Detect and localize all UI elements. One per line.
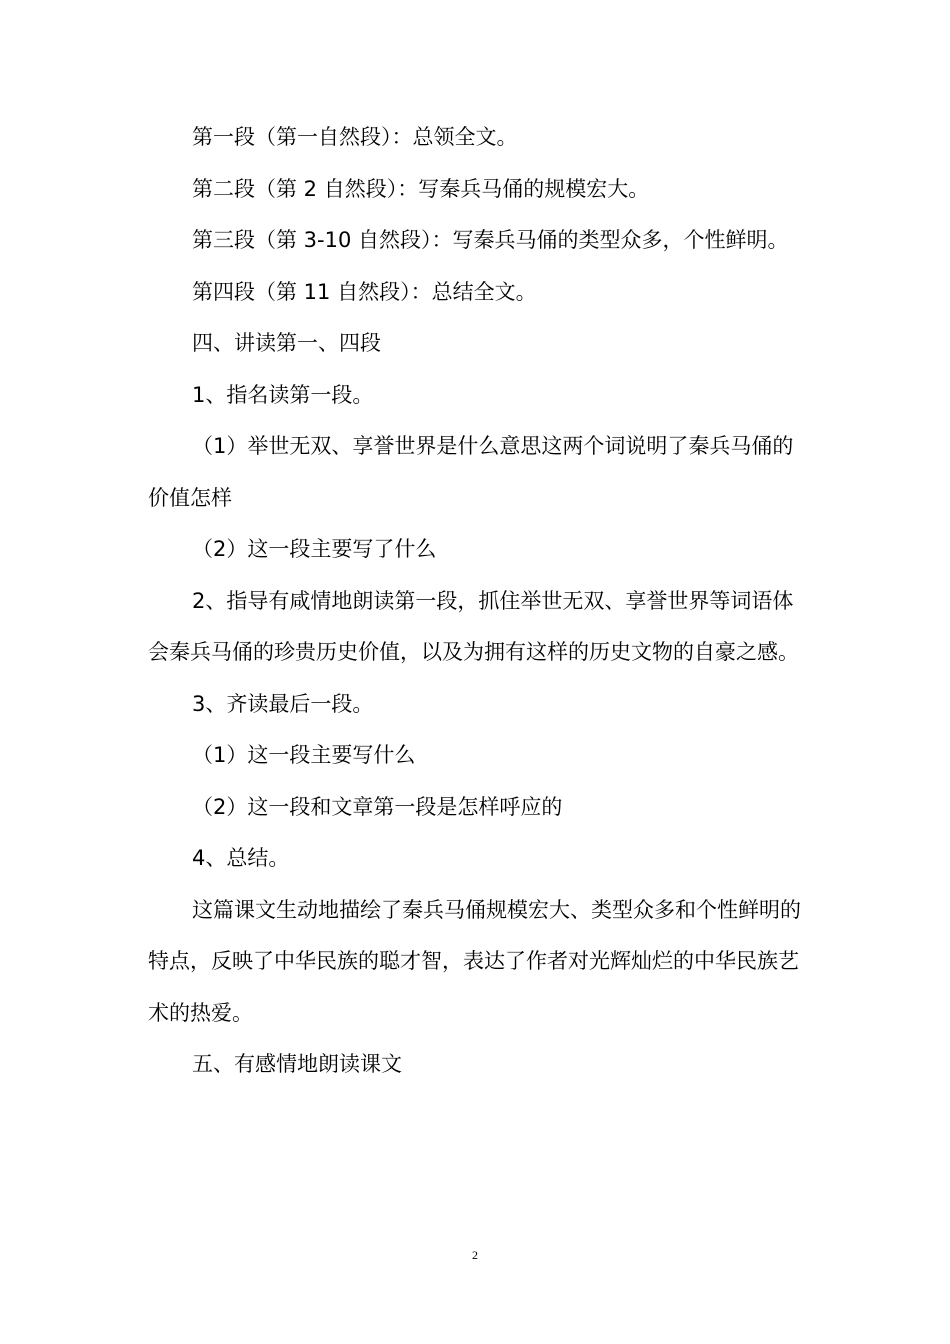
document-body [148,112,803,1091]
list-item-2: 2、指导有咸情地朗读第一段，抓住举世无双、享誉世界等词语体会秦兵马俑的珍贵历史价值，以及为拥有这样的历史文物的自豪之感。 [148,588,799,664]
section-heading-4: 四、讲读第一、四段 [192,331,381,355]
list-item-1: 1、指名读第一段。 [192,382,374,407]
section-heading-5: 五、有感情地朗读课文 [192,1052,402,1076]
question-3-1: （1）这一段主要写什么 [192,743,416,767]
summary-paragraph: 这篇课文生动地描绘了秦兵马俑规模宏大、类型众多和个性鲜明的特点，反映了中华民族的聪才智，表达了作者对光辉灿烂的中华民族艺术的热爱。 [148,897,801,1025]
paragraph-4: 第四段（第 11 自然段）：总结全文。 [192,279,537,304]
list-item-3: 3、齐读最后一段。 [192,691,374,716]
page-number: 2 [472,1248,478,1262]
question-1-2: （2）这一段主要写了什么 [192,537,437,561]
paragraph-1: 第一段（第一自然段）：总领全文。 [192,125,518,149]
paragraph-3: 第三段（第 3-10 自然段）：写秦兵马俑的类型众多，个性鲜明。 [192,228,789,252]
paragraph-2: 第二段（第 2 自然段）：写秦兵马俑的规模宏大。 [192,176,650,201]
question-1-1: （1）举世无双、享誉世界是什么意思这两个词说明了秦兵马俑的价值怎样 [148,434,794,510]
list-item-4: 4、总结。 [192,846,290,870]
question-3-2: （2）这一段和文章第一段是怎样呼应的 [192,794,563,819]
